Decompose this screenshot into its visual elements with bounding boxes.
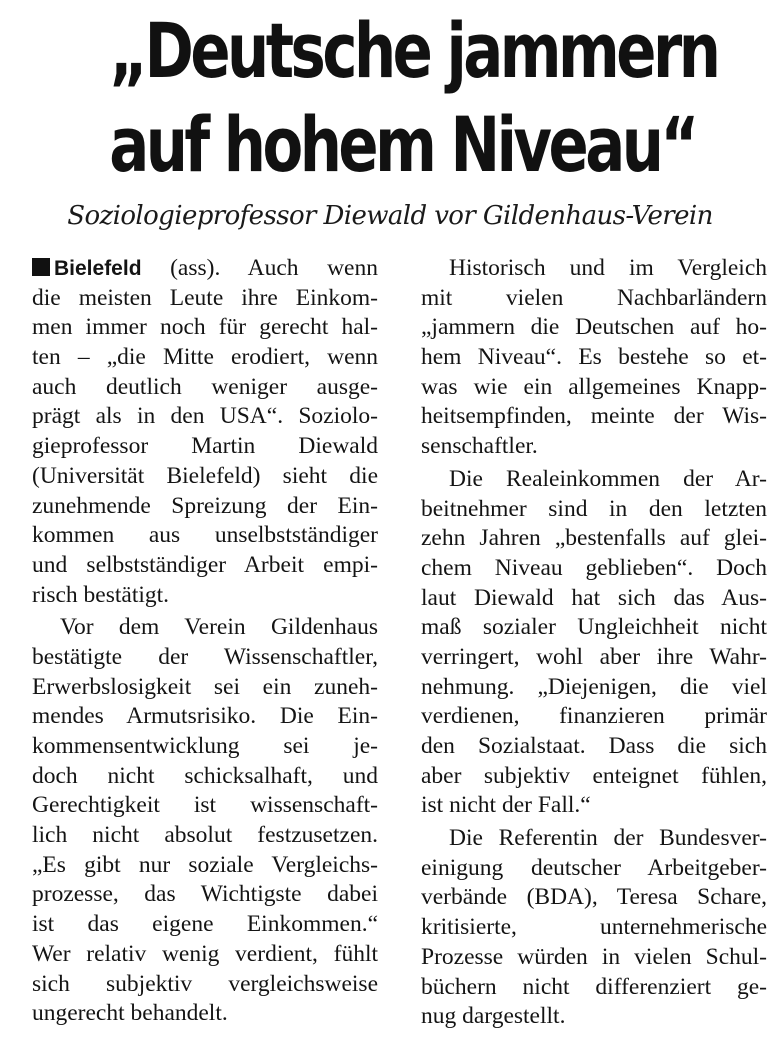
text-line: [421, 432, 767, 462]
text-line: [421, 465, 767, 495]
text-line-content: auch deutlich weniger ausge-: [32, 373, 378, 400]
text-line: [421, 313, 767, 343]
text-line-content: kritisierte, unternehmerische: [421, 914, 767, 941]
text-line-content: zehn Jahren „bestenfalls auf glei-: [421, 525, 767, 552]
text-line: [421, 732, 767, 762]
text-line: [32, 643, 378, 673]
text-line-content: maß sozialer Ungleichheit nicht: [421, 614, 767, 641]
dateline-square-icon: [32, 258, 50, 276]
text-line: [32, 492, 378, 522]
text-line-content: sich subjektiv vergleichsweise: [32, 970, 378, 997]
text-line: [32, 343, 378, 373]
text-line-content: doch nicht schicksalhaft, und: [32, 762, 378, 789]
text-line: [32, 851, 378, 881]
text-line: [421, 254, 767, 284]
text-line: [32, 581, 378, 611]
text-line: [421, 554, 767, 584]
text-line-content: ist das eigene Einkommen.“: [32, 911, 378, 938]
text-line: [421, 791, 767, 821]
text-line: [421, 824, 767, 854]
text-line: [32, 402, 378, 432]
text-line-content: men immer noch für gerecht hal-: [32, 314, 378, 341]
text-line-content: bestätigte der Wissenschaftler,: [32, 643, 378, 670]
text-line: [421, 524, 767, 554]
text-line-content: was wie ein allgemeines Knapp-: [421, 373, 767, 400]
text-line: [32, 821, 378, 851]
text-line-content: und selbstständiger Arbeit empi-: [32, 551, 378, 578]
text-line: [421, 854, 767, 884]
text-line: [32, 970, 378, 1000]
text-line-content: nehmung. „Diejenigen, die viel: [421, 673, 767, 700]
text-line-content: „jammern die Deutschen auf ho-: [421, 314, 767, 341]
text-line-content: hem Niveau“. Es bestehe so et-: [421, 344, 767, 371]
text-line: [32, 551, 378, 581]
text-line: [421, 673, 767, 703]
text-line-content: Die Referentin der Bundesver-: [449, 825, 767, 852]
text-line: [32, 254, 378, 284]
text-line: [421, 584, 767, 614]
text-line-content: verdienen, finanzieren primär: [421, 703, 767, 730]
text-line-content: prägt als in den USA“. Soziolo-: [32, 403, 378, 430]
text-line-content: zunehmende Spreizung der Ein-: [32, 492, 378, 519]
text-line: [32, 284, 378, 314]
text-line: [421, 343, 767, 373]
text-line: [32, 999, 378, 1029]
text-line: [32, 910, 378, 940]
article-column-right: [421, 254, 767, 1032]
text-line-content: prozesse, das Wichtigste dabei: [32, 881, 378, 908]
text-line-content: Erwerbslosigkeit sei ein zuneh-: [32, 673, 378, 700]
text-line-content: (ass). Auch wenn: [141, 255, 378, 281]
text-line: [421, 373, 767, 403]
text-line-content: Vor dem Verein Gildenhaus: [60, 614, 378, 641]
text-line-content: nug dargestellt.: [421, 1003, 566, 1030]
text-line: [32, 732, 378, 762]
text-line: [32, 940, 378, 970]
text-line-content: senschaftler.: [421, 433, 538, 460]
text-line: [32, 673, 378, 703]
text-line: [32, 613, 378, 643]
text-line-content: verbände (BDA), Teresa Schare,: [421, 884, 767, 911]
text-line-content: büchern nicht differenziert ge-: [421, 973, 767, 1000]
text-line-content: einigung deutscher Arbeitgeber-: [421, 854, 767, 881]
text-line-content: ist nicht der Fall.“: [421, 792, 591, 819]
text-line-content: Prozesse würden in vielen Schul-: [421, 943, 767, 970]
text-line-content: beitnehmer sind in den letzten: [421, 495, 767, 522]
text-line-content: ungerecht behandelt.: [32, 1000, 228, 1027]
text-line-content: lich nicht absolut festzusetzen.: [32, 822, 378, 849]
text-line-content: die meisten Leute ihre Einkom-: [32, 284, 378, 311]
text-line-content: kommen aus unselbstständiger: [32, 522, 378, 549]
text-line: [421, 284, 767, 314]
text-line-content: Historisch und im Vergleich: [449, 255, 767, 281]
text-line-content: Wer relativ wenig verdient, fühlt: [32, 940, 378, 967]
text-line: [32, 462, 378, 492]
text-line: [421, 495, 767, 525]
dateline: Bielefeld: [54, 257, 142, 280]
text-line-content: heitsempfinden, meinte der Wis-: [421, 403, 767, 430]
text-line-content: mit vielen Nachbarländern: [421, 284, 767, 311]
text-line: [421, 883, 767, 913]
article-column-left: [32, 254, 378, 1029]
text-line-content: risch bestätigt.: [32, 581, 170, 608]
text-line-content: „Es gibt nur soziale Vergleichs-: [32, 851, 378, 878]
text-line: [32, 762, 378, 792]
text-line-content: verringert, wohl aber ihre Wahr-: [421, 643, 767, 670]
text-line-content: (Universität Bielefeld) sieht die: [32, 462, 378, 489]
text-line: [421, 762, 767, 792]
text-line-content: Die Realeinkommen der Ar-: [449, 465, 767, 492]
text-line: [32, 373, 378, 403]
text-line-content: aber subjektiv enteignet fühlen,: [421, 762, 767, 789]
text-line: [32, 432, 378, 462]
headline-line: auf hohem Niveau“: [109, 100, 696, 189]
text-line: [32, 702, 378, 732]
text-line: [421, 943, 767, 973]
headline: [109, 4, 718, 192]
text-line: [32, 791, 378, 821]
text-line-content: den Sozialstaat. Dass die sich: [421, 733, 767, 759]
text-line-content: gieprofessor Martin Diewald: [32, 433, 378, 460]
text-line: [32, 521, 378, 551]
text-line-content: mendes Armutsrisiko. Die Ein-: [32, 703, 378, 730]
text-line-content: ten – „die Mitte erodiert, wenn: [32, 344, 378, 371]
text-line: [421, 402, 767, 432]
text-line: [32, 880, 378, 910]
text-line: [421, 1002, 767, 1032]
text-line-content: chem Niveau geblieben“. Doch: [421, 554, 767, 581]
text-line: [421, 643, 767, 673]
text-line: [421, 702, 767, 732]
headline-line: „Deutsche jammern: [109, 6, 718, 95]
subheadline: Soziologieprofessor Diewald vor Gildenhaus-Verein: [67, 201, 713, 231]
text-line: [421, 973, 767, 1003]
text-line: [421, 613, 767, 643]
text-line-content: Gerechtigkeit ist wissenschaft-: [32, 792, 378, 819]
text-line-content: laut Diewald hat sich das Aus-: [421, 584, 767, 611]
text-line-content: kommensentwicklung sei je-: [32, 733, 378, 759]
text-line: [421, 913, 767, 943]
text-line: [32, 313, 378, 343]
